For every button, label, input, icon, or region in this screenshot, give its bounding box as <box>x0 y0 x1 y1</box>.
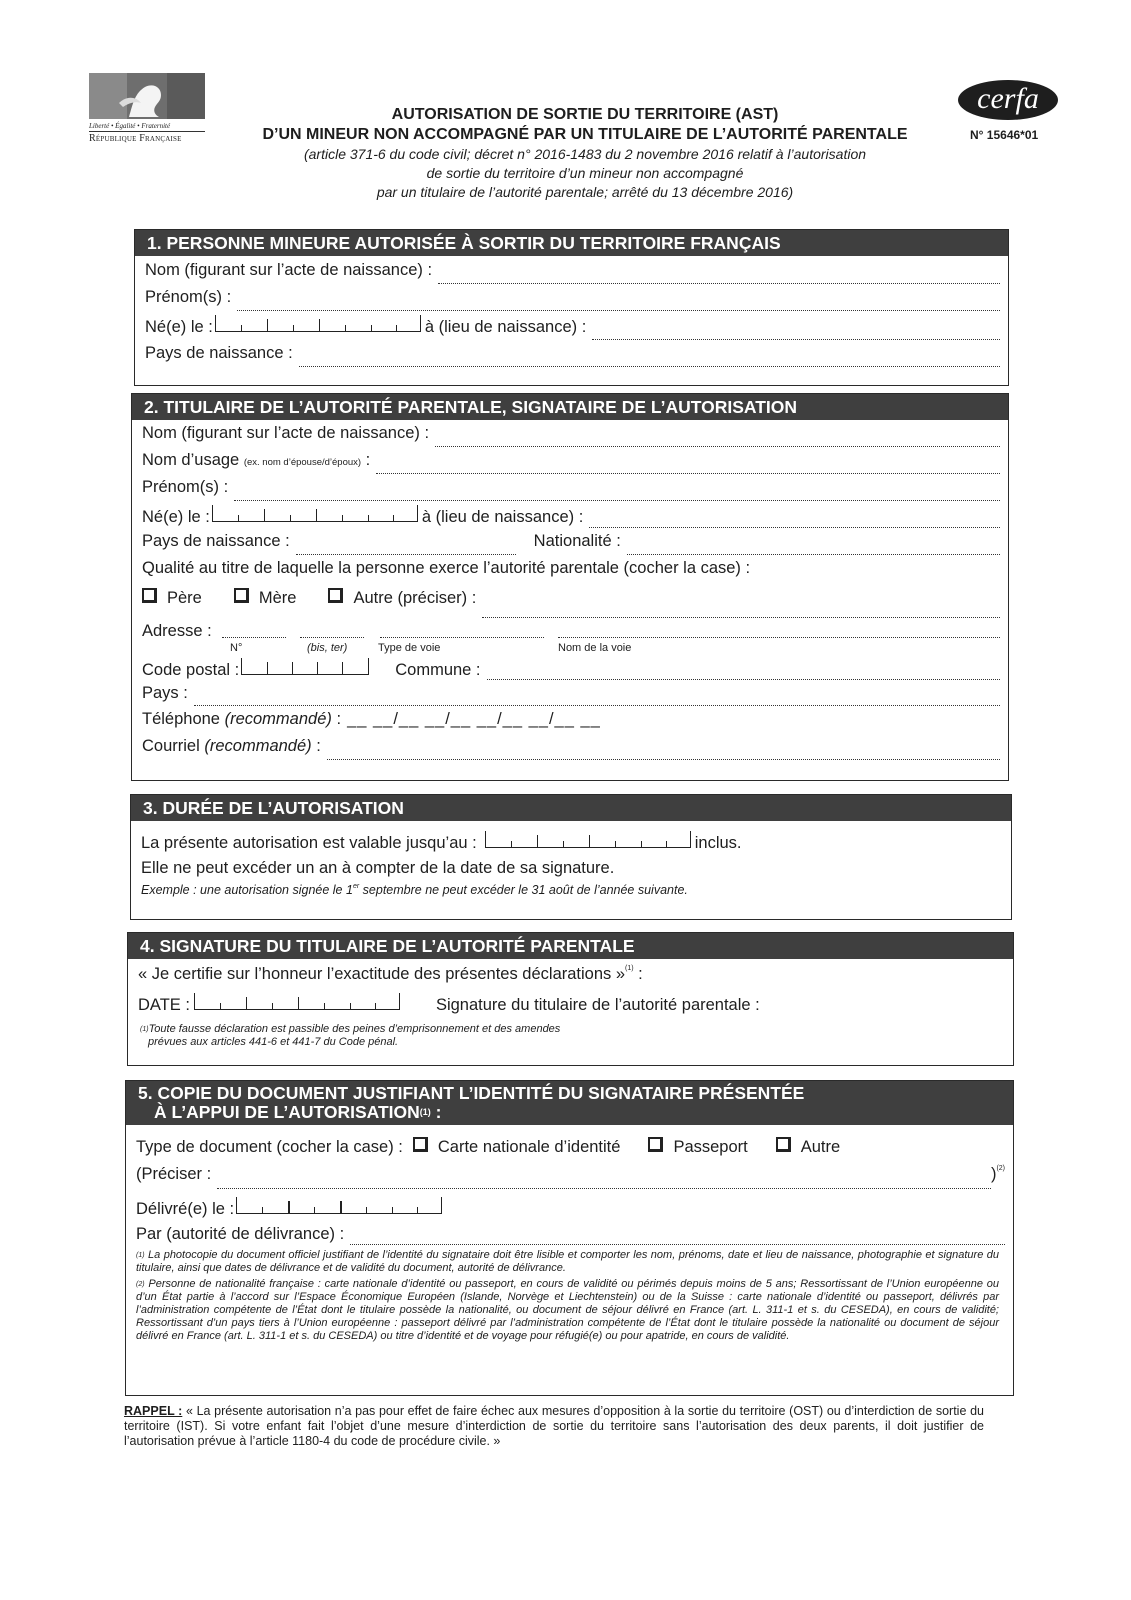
rappel-notice <box>124 1404 984 1449</box>
s4-certifie-text: « Je certifie sur l’honneur l’exactitude des présentes déclarations »$^{(1)}$ : <box>138 965 643 983</box>
s2-pere-checkbox[interactable] <box>142 588 157 603</box>
section-1-mineur <box>134 229 1009 386</box>
s2-autre-checkbox[interactable] <box>328 588 343 603</box>
title-line-1: AUTORISATION DE SORTIE DU TERRITOIRE (AST) <box>391 106 779 123</box>
s5-par-label: Par (autorité de délivrance) : <box>136 1225 345 1243</box>
s2-pays-addr-label: Pays : <box>142 684 188 702</box>
s5-delivery-date-field[interactable] <box>236 1197 442 1214</box>
s1-nom-field[interactable] <box>438 283 1000 284</box>
logo-motto: Liberté • Égalité • Fraternité <box>89 122 171 130</box>
s2-autre-label: Autre (préciser) : <box>353 589 477 607</box>
s5-autre-label: Autre <box>800 1138 841 1156</box>
s2-telephone-note: (recommandé) <box>224 710 332 728</box>
s1-pays-label: Pays de naissance : <box>145 344 293 362</box>
s5-preciser-label: (Préciser : <box>136 1165 212 1183</box>
s2-birth-date-field[interactable] <box>212 505 418 522</box>
section-4-header: 4. SIGNATURE DU TITULAIRE DE L’AUTORITÉ PARENTALE <box>128 933 1013 959</box>
s4-footnote: $^{(1)}$Toute fausse déclaration est passible des peines d’emprisonnement et des amendes prévues aux articles 441-6 et 441-7 du Code pénal. <box>140 1023 561 1048</box>
s2-courriel-label: Courriel <box>142 737 200 755</box>
s1-birth-date-field[interactable] <box>215 315 421 332</box>
s2-telephone-label: Téléphone <box>142 710 220 728</box>
section-5-document <box>125 1080 1014 1396</box>
section-3-header: 3. DURÉE DE L’AUTORISATION <box>131 795 1011 821</box>
s2-addr-bis-field[interactable] <box>300 637 364 638</box>
marianne-emblem-icon <box>89 73 205 119</box>
s2-addr-nom-field[interactable] <box>558 637 1000 638</box>
s1-ne-le-label: Né(e) le : <box>145 318 213 336</box>
s2-pays-label: Pays de naissance : <box>142 532 290 550</box>
s1-nom-label: Nom (figurant sur l’acte de naissance) : <box>145 261 433 279</box>
s2-commune-label: Commune : <box>395 661 481 679</box>
s2-addr-type-field[interactable] <box>380 637 544 638</box>
s1-lieu-field[interactable] <box>592 339 1000 340</box>
section-4-signature <box>127 932 1014 1066</box>
s4-signature-label: Signature du titulaire de l’autorité parentale : <box>435 996 760 1014</box>
section-1-header: 1. PERSONNE MINEURE AUTORISÉE À SORTIR DU TERRITOIRE FRANÇAIS <box>135 230 1008 256</box>
s2-nom-usage-label: Nom d’usage <box>142 451 240 469</box>
title-legal-ref-2: de sortie du territoire d’un mineur non accompagné <box>426 165 744 181</box>
s5-par-field[interactable] <box>350 1244 1005 1245</box>
s2-courriel-note: (recommandé) <box>204 737 312 755</box>
s1-lieu-label: à (lieu de naissance) : <box>424 318 587 336</box>
s3-exemple-text: Exemple : une autorisation signée le 1er septembre ne peut excéder le 31 août de l’année suivante. <box>141 883 688 897</box>
s2-autre-field[interactable] <box>482 617 1000 618</box>
s2-commune-field[interactable] <box>487 679 1000 680</box>
s5-preciser-close: )$^{(2)}$ <box>990 1165 1005 1183</box>
s2-telephone-colon: : <box>336 710 342 728</box>
s3-valable-label: La présente autorisation est valable jusqu’au : <box>141 834 477 852</box>
section-5-header: 5. COPIE DU DOCUMENT JUSTIFIANT L’IDENTITÉ DU SIGNATAIRE PRÉSENTÉE À L’APPUI DE L’AUTORISATION$^{(1)}$ : <box>126 1081 1013 1125</box>
s2-code-postal-label: Code postal : <box>142 661 240 679</box>
rappel-label: RAPPEL : <box>124 1404 183 1418</box>
s1-prenom-field[interactable] <box>237 310 1000 311</box>
s1-prenom-label: Prénom(s) : <box>145 288 232 306</box>
s2-prenom-field[interactable] <box>234 500 1000 501</box>
s2-addr-no-label: N° <box>230 642 243 654</box>
title-legal-ref-1: (article 371-6 du code civil; décret n° 2016-1483 du 2 novembre 2016 relatif à l’autorisation <box>303 146 867 162</box>
s2-nationalite-label: Nationalité : <box>533 532 621 550</box>
title-line-2: D’UN MINEUR NON ACCOMPAGNÉ PAR UN TITULAIRE DE L’AUTORITÉ PARENTALE <box>262 126 908 143</box>
s1-pays-field[interactable] <box>299 366 1000 367</box>
s5-carte-label: Carte nationale d’identité <box>437 1138 621 1156</box>
s3-inclus-label: inclus. <box>694 834 742 852</box>
s2-nom-field[interactable] <box>435 446 1000 447</box>
s5-type-doc-label: Type de document (cocher la case) : <box>136 1138 403 1156</box>
s2-adresse-label: Adresse : <box>142 622 212 640</box>
s2-pere-label: Père <box>167 589 202 607</box>
s2-pays-addr-field[interactable] <box>194 705 1000 706</box>
s5-preciser-field[interactable] <box>217 1188 991 1189</box>
s4-signature-date-field[interactable] <box>194 993 400 1010</box>
logo-republique: République Française <box>89 133 182 144</box>
s2-prenom-label: Prénom(s) : <box>142 478 229 496</box>
s3-expiry-date-field[interactable] <box>485 831 691 848</box>
s2-mere-label: Mère <box>258 589 297 607</box>
s5-footnote-1: $^{(1)}$ La photocopie du document officiel justifiant de l’identité du signataire doit être lisible et comporter les nom, prénoms, date et lieu de naissance, photographie et signature du titulaire, ainsi que dates de délivrance et de validité du document, autorité de délivrance. <box>136 1249 999 1274</box>
s4-date-label: DATE : <box>138 996 190 1014</box>
s2-addr-nom-label: Nom de la voie <box>558 642 632 654</box>
s2-qualite-label: Qualité au titre de laquelle la personne exerce l’autorité parentale (cocher la case) : <box>142 559 751 577</box>
s5-carte-checkbox[interactable] <box>413 1137 428 1152</box>
s5-autre-checkbox[interactable] <box>776 1137 791 1152</box>
s5-passeport-label: Passeport <box>673 1138 748 1156</box>
s2-telephone-field[interactable]: __ __/__ __/__ __/__ __/__ __ <box>347 710 601 728</box>
s5-passeport-checkbox[interactable] <box>648 1137 663 1152</box>
s5-footnote-2: $^{(2)}$ Personne de nationalité française : carte nationale d’identité ou passeport, en cours de validité ou périmés depuis moins de 5 ans; Ressortissant de l’Union européenne ou d’un État partie à l’accord sur l’Espace Économique Européen (Islande, Norvège et Liechtenstein) ou de la Suisse : carte nationale d’identité ou passeport, délivrés par l’administration compétente de l’État dont le titulaire possède la nationalité, ou document de séjour délivré en France (art. L. 311-1 et s. du CESEDA), en cours de validité; Ressortissant d’un pays tiers à l’Union européenne : passeport délivré par l’administration compétente de l’État dont le titulaire possède la nationalité ou document de séjour délivré en France (art. L. 311-1 et s. du CESEDA) ou titre d’identité et de voyage pour réfugié(e) ou pour apatride, en cours de validité. <box>136 1278 999 1342</box>
s2-nom-usage-note: (ex. nom d’épouse/d’époux) <box>243 457 362 468</box>
s2-courriel-colon: : <box>316 737 321 755</box>
section-3-duree <box>130 794 1012 920</box>
s2-address-sublabels <box>142 642 1000 656</box>
s2-addr-no-field[interactable] <box>222 637 286 638</box>
s2-nom-usage-field[interactable] <box>376 473 1000 474</box>
title-legal-ref-3: par un titulaire de l’autorité parentale; arrêté du 13 décembre 2016) <box>376 184 794 200</box>
s2-addr-type-label: Type de voie <box>378 642 441 654</box>
s2-ne-le-label: Né(e) le : <box>142 508 210 526</box>
s2-lieu-field[interactable] <box>589 527 1000 528</box>
republique-francaise-logo <box>89 73 207 144</box>
s2-code-postal-field[interactable] <box>241 658 369 675</box>
rappel-text: « La présente autorisation n’a pas pour effet de faire échec aux mesures d’opposition à la sortie du territoire (OST) ou d’interdiction de sortie du territoire (IST). Si votre enfant fait l’objet d’une mesure d’interdiction de sortie du territoire sans l’autorisation des deux parents, il doit justifier de l’autorisation prévue à l’article 1180-4 du code de procédure civile. » <box>124 1404 984 1448</box>
s5-delivre-label: Délivré(e) le : <box>136 1200 235 1218</box>
section-2-titulaire <box>131 393 1009 781</box>
s2-courriel-field[interactable] <box>327 759 1000 760</box>
s3-limite-text: Elle ne peut excéder un an à compter de la date de sa signature. <box>141 859 615 877</box>
form-title <box>215 106 955 201</box>
s2-mere-checkbox[interactable] <box>234 588 249 603</box>
s2-pays-field[interactable] <box>296 554 516 555</box>
s2-nationalite-field[interactable] <box>627 554 1000 555</box>
section-2-header: 2. TITULAIRE DE L’AUTORITÉ PARENTALE, SIGNATAIRE DE L’AUTORISATION <box>132 394 1008 420</box>
cerfa-logo: cerfa <box>958 80 1058 120</box>
s2-lieu-label: à (lieu de naissance) : <box>421 508 584 526</box>
s2-nom-label: Nom (figurant sur l’acte de naissance) : <box>142 424 430 442</box>
s2-addr-bis-label: (bis, ter) <box>307 642 348 654</box>
s2-nom-usage-colon: : <box>365 451 371 469</box>
cerfa-number: N° 15646*01 <box>970 128 1039 142</box>
